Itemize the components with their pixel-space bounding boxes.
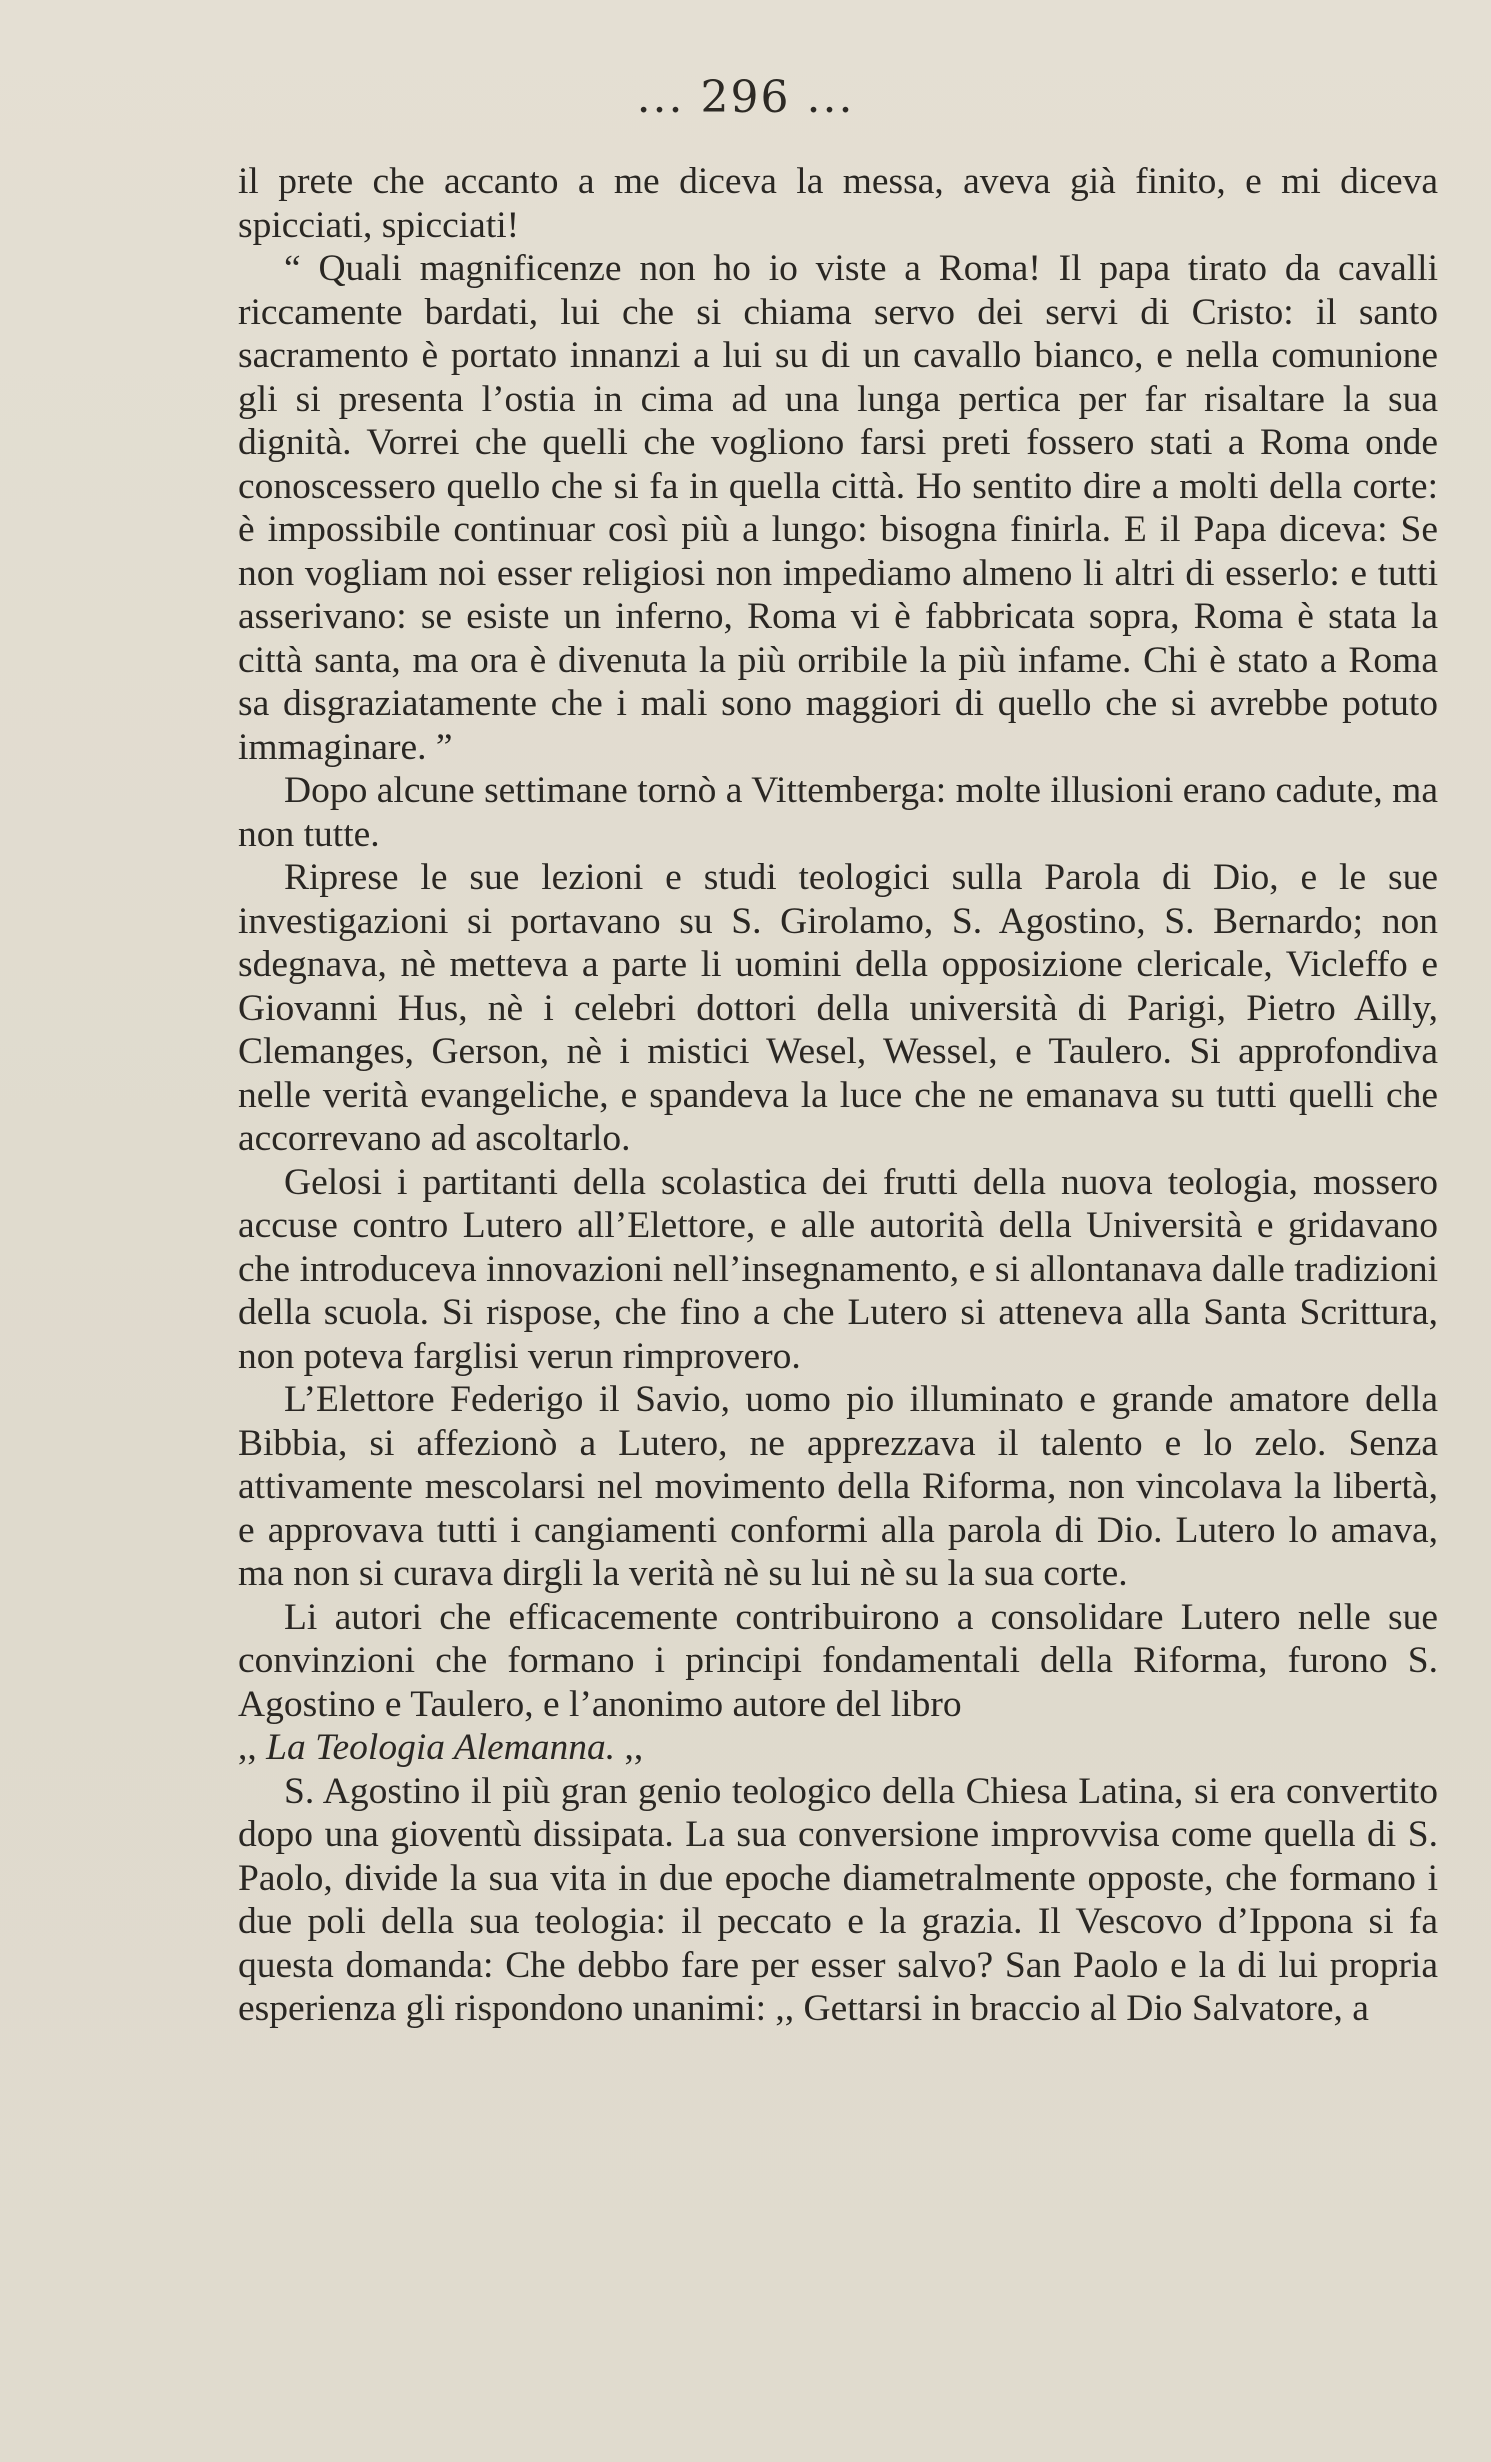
book-title: La Teologia Alemanna. xyxy=(266,1727,616,1768)
paragraph-elector-frederick: L’Elettore Federigo il Savio, uomo pio illuminato e grande amatore della Bibbia, si affezionò a Lutero, ne apprezzava il talento e lo zelo. Senza attivamente mescolarsi nel movimento della Riforma, non vincolava la libertà, e approvava tutti i cangiamenti conformi alla parola di Dio. Lutero lo amava, ma non si curava dirgli la verità nè su lui nè su la sua corte. xyxy=(238,1379,1438,1594)
paragraph-authors xyxy=(238,1596,1438,1770)
paragraph-return-wittenberg: Dopo alcune settimane tornò a Vittemberga: molte illusioni erano cadute, ma non tutte. xyxy=(238,770,1438,855)
page-number: ... 296 ... xyxy=(636,72,855,123)
paragraph-studies: Riprese le sue lezioni e studi teologici sulla Parola di Dio, e le sue investigazioni si portavano su S. Girolamo, S. Agostino, S. Bernardo; non sdegnava, nè metteva a parte li uomini della opposizione clericale, Vicleffo e Giovanni Hus, nè i celebri dottori della università di Parigi, Pietro Ailly, Clemanges, Gerson, nè i mistici Wesel, Wessel, e Taulero. Si approfondiva nelle verità evangeliche, e spandeva la luce che ne emanava su tutti quelli che accorrevano ad ascoltarlo. xyxy=(238,857,1438,1159)
paragraph-rome-quote: “ Quali magnificenze non ho io viste a Roma! Il papa tirato da cavalli riccamente bardati, lui che si chiama servo dei servi di Cristo: il santo sacramento è portato innanzi a lui su di un cavallo bianco, e nella comunione gli si presenta l’ostia in cima ad una lunga pertica per far risaltare la sua dignità. Vorrei che quelli che vogliono farsi preti fossero stati a Roma onde conoscessero quello che si fa in quella città. Ho sentito dire a molti della corte: è impossibile continuar così più a lungo: bisogna finirla. E il Papa diceva: Se non vogliam noi esser religiosi non impediamo almeno li altri di esserlo: e tutti asserivano: se esiste un inferno, Roma vi è fabbricata sopra, Roma è stata la città santa, ma ora è divenuta la più orribile la più infame. Chi è stato a Roma sa disgraziatamente che i mali sono maggiori di quello che si avrebbe potuto immaginare. ” xyxy=(238,248,1438,768)
paragraph-augustine: S. Agostino il più gran genio teologico della Chiesa Latina, si era convertito dopo una gioventù dissipata. La sua conversione improvvisa come quella di S. Paolo, divide la sua vita in due epoche diametralmente opposte, che formano i due poli della sua teologia: il peccato e la grazia. Il Vescovo d’Ippona si fa questa domanda: Che debbo fare per esser salvo? San Paolo e la di lui propria esperienza gli rispondono unanimi: ,, Gettarsi in braccio al Dio Salvatore, a xyxy=(238,1770,1438,2029)
page-text xyxy=(238,160,1438,2031)
paragraph-mass-end: il prete che accanto a me diceva la messa, aveva già finito, e mi diceva spicciati, spicciati! xyxy=(238,161,1438,246)
book-open-quote: ,, xyxy=(238,1727,267,1768)
book-close-quote: ,, xyxy=(615,1727,644,1768)
paragraph-scholastics: Gelosi i partitanti della scolastica dei frutti della nuova teologia, mossero accuse contro Lutero all’Elettore, e alle autorità della Università e gridavano che introduceva innovazioni nell’insegnamento, e si allontanava dalle tradizioni della scuola. Si rispose, che fino a che Lutero si atteneva alla Santa Scrittura, non poteva farglisi verun rimprovero. xyxy=(238,1161,1438,1377)
authors-text: Li autori che efficacemente contribuirono a consolidare Lutero nelle sue convinzioni che formano i principi fondamentali della Riforma, furono S. Agostino e Taulero, e l’anonimo autore del libro xyxy=(238,1596,1438,1725)
